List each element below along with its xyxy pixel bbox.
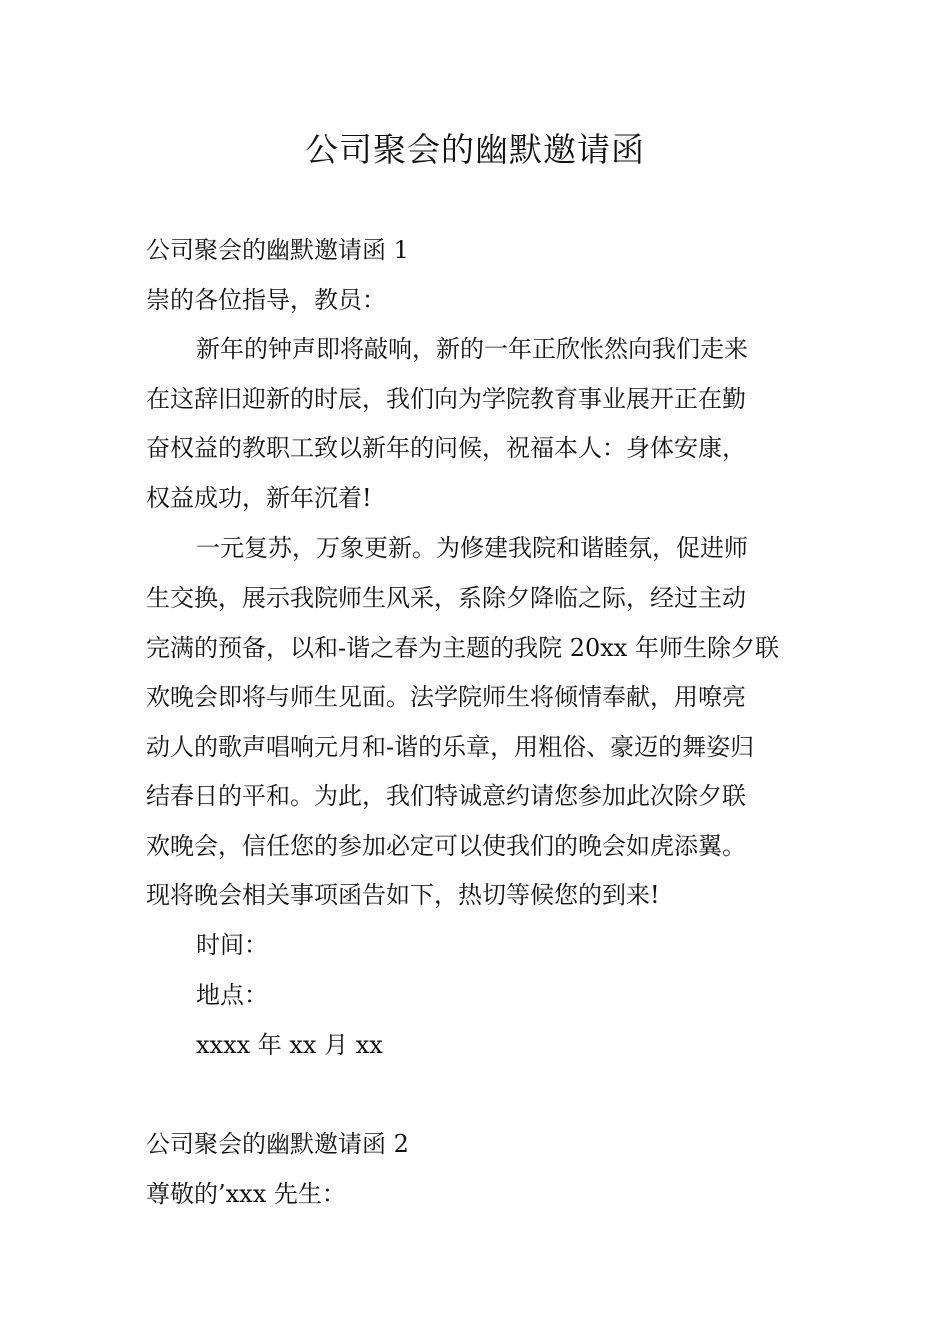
section-2-heading: 公司聚会的幽默邀请函 2: [146, 1130, 409, 1158]
paragraph-1-line-4: 权益成功，新年沉着!: [146, 484, 372, 512]
section-1-salutation: 崇的各位指导，教员：: [146, 286, 386, 314]
section-1-heading: 公司聚会的幽默邀请函 1: [146, 236, 409, 264]
time-label: 时间：: [196, 931, 268, 959]
paragraph-2-line-2: 生交换，展示我院师生风采，系除夕降临之际，经过主动: [146, 584, 746, 612]
paragraph-2-line-3: 完满的预备，以和-谐之春为主题的我院 20xx 年师生除夕联: [146, 634, 779, 662]
place-label: 地点：: [196, 981, 268, 1009]
paragraph-2-line-7: 欢晚会，信任您的参加必定可以使我们的晚会如虎添翼。: [146, 832, 746, 860]
section-2-salutation: 尊敬的’xxx 先生：: [146, 1180, 346, 1208]
document-title: 公司聚会的幽默邀请函: [305, 130, 645, 169]
paragraph-2-line-8: 现将晚会相关事项函告如下，热切等候您的到来!: [146, 881, 660, 909]
paragraph-2-line-5: 动人的歌声唱响元月和-谐的乐章，用粗俗、豪迈的舞姿归: [146, 733, 755, 761]
paragraph-2-line-1: 一元复苏，万象更新。为修建我院和谐睦氛，促进师: [196, 534, 748, 562]
date-line: xxxx 年 xx 月 xx: [196, 1031, 383, 1059]
paragraph-1-line-1: 新年的钟声即将敲响，新的一年正欣怅然向我们走来: [196, 335, 748, 363]
paragraph-1-line-3: 奋权益的教职工致以新年的问候，祝福本人：身体安康，: [146, 434, 746, 462]
paragraph-2-line-6: 结春日的平和。为此，我们特诚意约请您参加此次除夕联: [146, 782, 746, 810]
paragraph-1-line-2: 在这辞旧迎新的时辰，我们向为学院教育事业展开正在勤: [146, 385, 746, 413]
paragraph-2-line-4: 欢晚会即将与师生见面。法学院师生将倾情奉献，用嘹亮: [146, 683, 746, 711]
